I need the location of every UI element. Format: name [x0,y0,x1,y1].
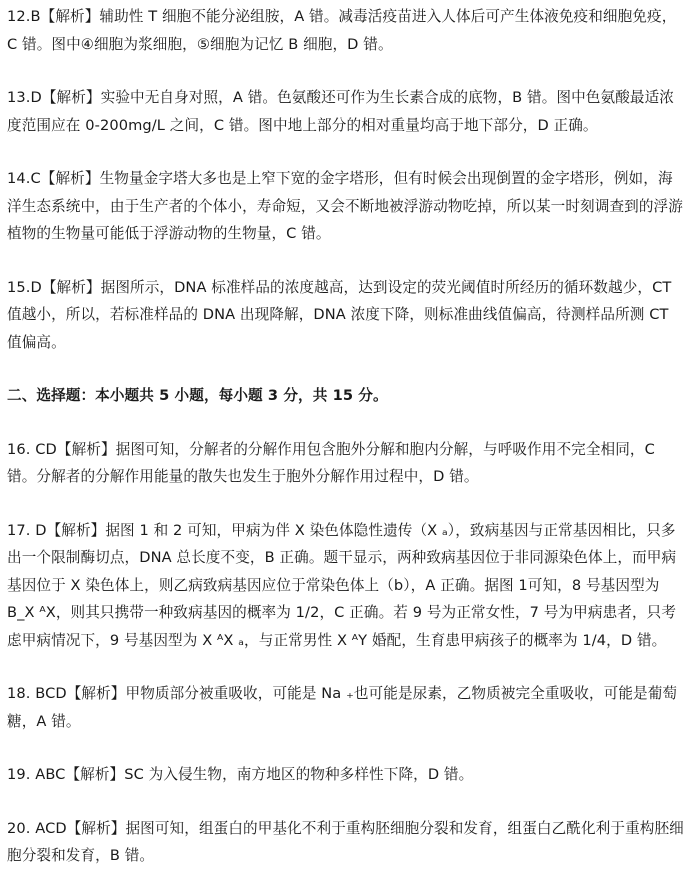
answer-13: 13.D【解析】实验中无自身对照，A 错。色氨酸还可作为生长素合成的底物，B 错。图中色氨酸最适浓度范围应在 0-200mg/L 之间，C 错。图中地上部分的相对重量均高于地下部分，D 正确。 [7,89,674,134]
answer-17: 17. D【解析】据图 1 和 2 可知，甲病为伴 X 染色体隐性遗传（X ₐ），致病基因与正常基因相比，只多出一个限制酶切点，DNA 总长度不变，B 正确。题干显示，两种致病基因位于非同源染色体上，而甲病基因位于 X 染色体上，则乙病致病基因应位于常染色体上（b），A 正确。据图 1可知，8 号基因型为 B_X ᴬX，则其只携带一种致病基因的概率为 1/2，C 正确。若 9 号为正常女性，7 号为甲病患者，只考虑甲病情况下，9 号基因型为 X ᴬX ₐ，与正常男性 X ᴬY 婚配，生育患甲病孩子的概率为 1/4，D 错。 [7,521,677,649]
answer-20: 20. ACD【解析】据图可知，组蛋白的甲基化不利于重构胚细胞分裂和发育，组蛋白乙酰化利于重构胚细胞分裂和发育，B 错。 [7,819,684,864]
section-heading: 二、选择题：本小题共 5 小题，每小题 3 分，共 15 分。 [7,387,388,404]
answer-12: 12.B【解析】辅助性 T 细胞不能分泌组胺，A 错。减毒活疫苗进入人体后可产生体液免疫和细胞免疫，C 错。图中④细胞为浆细胞，⑤细胞为记忆 B 细胞，D 错。 [7,8,677,53]
answer-19: 19. ABC【解析】SC 为入侵生物，南方地区的物种多样性下降，D 错。 [7,766,474,783]
answer-18: 18. BCD【解析】甲物质部分被重吸收，可能是 Na ₊也可能是尿素，乙物质被完全重吸收，可能是葡萄糖，A 错。 [7,685,678,730]
answer-15: 15.D【解析】据图所示，DNA 标准样品的浓度越高，达到设定的荧光阈值时所经历的循环数越少，CT 值越小，所以，若标准样品的 DNA 出现降解，DNA 浓度下降，则标准曲线值偏高，待测样品所测 CT 值偏高。 [7,278,672,351]
answer-16: 16. CD【解析】据图可知，分解者的分解作用包含胞外分解和胞内分解，与呼吸作用不完全相同，C 错。分解者的分解作用能量的散失也发生于胞外分解作用过程中，D 错。 [7,440,655,485]
answer-14: 14.C【解析】生物量金字塔大多也是上窄下宽的金字塔形，但有时候会出现倒置的金字塔形，例如，海洋生态系统中，由于生产者的个体小，寿命短，又会不断地被浮游动物吃掉，所以某一时刻调查到的浮游植物的生物量可能低于浮游动物的生物量，C 错。 [7,170,683,242]
